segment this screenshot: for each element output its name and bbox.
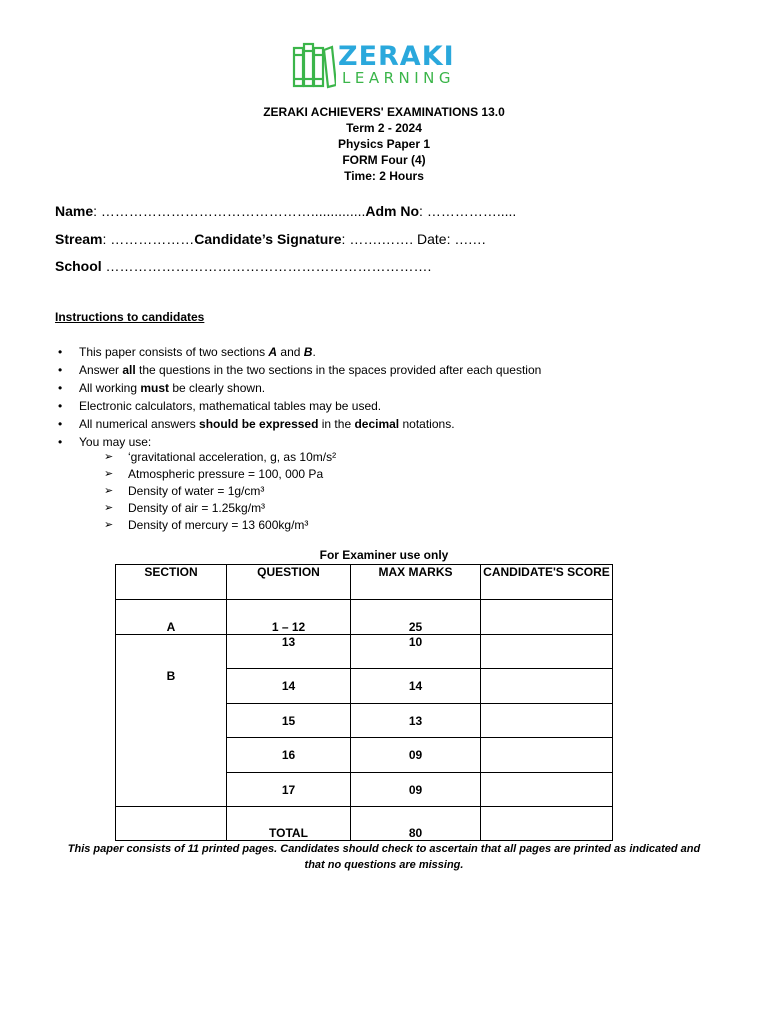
logo-wordmark: ZERAKI <box>338 41 455 72</box>
question-cell: 1 – 12 <box>227 600 351 635</box>
examiner-caption: For Examiner use only <box>319 548 449 562</box>
exam-header <box>0 104 768 184</box>
exam-time: Time: 2 Hours <box>344 169 424 183</box>
question-cell: 15 <box>227 704 351 738</box>
name-label: Name <box>55 203 94 219</box>
stream-field[interactable]: : ……………… <box>102 231 195 247</box>
section-cell <box>116 807 227 841</box>
header-question: QUESTION <box>227 565 351 600</box>
score-cell[interactable] <box>481 704 613 738</box>
stream-label: Stream <box>55 231 103 247</box>
stream-signature-line <box>55 231 486 247</box>
list-item: ➢ Density of air = 1.25kg/m³ <box>104 500 336 517</box>
header-section: SECTION <box>116 565 227 600</box>
max-marks-cell: 09 <box>351 738 481 773</box>
exam-title: ZERAKI ACHIEVERS' EXAMINATIONS 13.0 <box>263 105 505 119</box>
question-cell: 17 <box>227 773 351 807</box>
instructions-list <box>55 343 541 451</box>
name-field[interactable]: : ……………………………………….............. <box>93 203 366 219</box>
zeraki-logo <box>292 42 482 92</box>
signature-label: Candidate’s Signature <box>194 231 342 247</box>
max-marks-cell: 10 <box>351 635 481 669</box>
total-marks: 80 <box>351 807 481 841</box>
exam-paper: Physics Paper 1 <box>337 137 431 151</box>
list-item: ➢ Density of water = 1g/cm³ <box>104 483 336 500</box>
list-item: • All working must be clearly shown. <box>55 379 541 397</box>
section-cell: B <box>116 635 227 807</box>
max-marks-cell: 13 <box>351 704 481 738</box>
date-field[interactable]: : ….… <box>446 231 487 247</box>
list-item: • Electronic calculators, mathematical tables may be used. <box>55 397 541 415</box>
score-cell[interactable] <box>481 773 613 807</box>
signature-field[interactable]: : …….……. <box>341 231 417 247</box>
question-cell: 14 <box>227 669 351 704</box>
max-marks-cell: 14 <box>351 669 481 704</box>
header-candidate-score: CANDIDATE'S SCORE <box>481 565 613 600</box>
list-item: ➢ Density of mercury = 13 600kg/m³ <box>104 517 336 534</box>
list-item: • Answer all the questions in the two sections in the spaces provided after each question <box>55 361 541 379</box>
instructions-title: Instructions to candidates <box>55 310 205 324</box>
section-cell: A <box>116 600 227 635</box>
adm-field[interactable]: : ……………..... <box>419 203 517 219</box>
header-max-marks: MAX MARKS <box>351 565 481 600</box>
question-cell: 13 <box>227 635 351 669</box>
exam-term: Term 2 - 2024 <box>346 121 422 135</box>
score-cell[interactable] <box>481 738 613 773</box>
score-cell[interactable] <box>481 600 613 635</box>
question-cell: 16 <box>227 738 351 773</box>
marks-table <box>115 564 613 841</box>
list-item: • All numerical answers should be expressed in the decimal notations. <box>55 415 541 433</box>
score-cell[interactable] <box>481 635 613 669</box>
pages-notice: This paper consists of 11 printed pages. Candidates should check to ascertain that all pages are printed as indicated and that no questions are missing. <box>67 843 701 871</box>
score-cell[interactable] <box>481 669 613 704</box>
constants-list <box>104 449 336 534</box>
exam-form: FORM Four (4) <box>342 153 426 167</box>
list-item: • This paper consists of two sections A and B. <box>55 343 541 361</box>
school-line <box>55 258 431 274</box>
books-icon <box>292 42 336 90</box>
list-item: ➢ ‘gravitational acceleration, g, as 10m/s² <box>104 449 336 466</box>
table-row <box>116 635 613 669</box>
name-adm-line <box>55 203 516 219</box>
table-row <box>116 600 613 635</box>
table-row <box>116 807 613 841</box>
max-marks-cell: 25 <box>351 600 481 635</box>
school-label: School <box>55 258 102 274</box>
list-item: ➢ Atmospheric pressure = 100, 000 Pa <box>104 466 336 483</box>
adm-label: Adm No <box>365 203 420 219</box>
date-label: Date <box>417 231 447 247</box>
table-header-row <box>116 565 613 600</box>
max-marks-cell: 09 <box>351 773 481 807</box>
logo-subtitle: LEARNING <box>342 69 456 87</box>
total-label: TOTAL <box>227 807 351 841</box>
list-item: • You may use: <box>55 433 541 451</box>
school-field[interactable]: ……………………………………………………………. <box>101 258 432 274</box>
score-cell[interactable] <box>481 807 613 841</box>
